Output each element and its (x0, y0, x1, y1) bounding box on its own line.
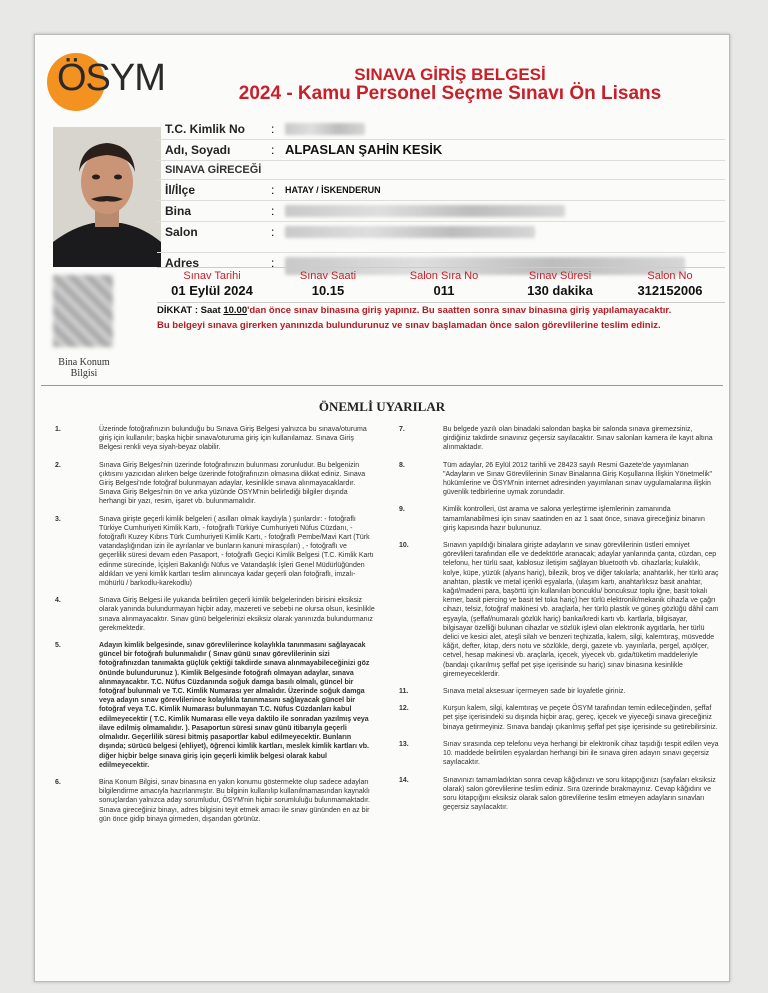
stat-date (157, 270, 267, 298)
notice-item (55, 641, 375, 770)
warning-prefix: DİKKAT : Saat (157, 305, 224, 316)
stat-room (615, 270, 725, 298)
notice-text: Sınav sırasında cep telefonu veya herhangi bir elektronik cihaz taşıdığı tespit edilen veya 10. maddede belirtilen eşyalardan herhangi biri ile sınava giren adayın sınavı geçersiz sayılacaktır. (443, 740, 719, 767)
stat-duration (505, 270, 615, 298)
stat-value: 312152006 (637, 283, 703, 298)
colon: : (271, 204, 275, 218)
notices-left-column (55, 425, 375, 832)
warning-time: 10.00 (223, 305, 248, 316)
warning-rest: 'dan önce sınav binasına giriş yapınız. Bu saatten sonra sınav binasına giriş yapılamayacaktır. (247, 305, 672, 316)
notices-title: ÖNEMLİ UYARILAR (318, 399, 446, 414)
candidate-photo (53, 127, 161, 267)
redacted-value (285, 226, 535, 238)
address-label: Adres (165, 256, 200, 270)
notice-number: 14. (399, 776, 409, 784)
notice-number: 11. (399, 688, 409, 696)
stat-seat (389, 270, 499, 298)
tc-row (157, 119, 725, 140)
notice-text: Tüm adaylar, 26 Eylül 2012 tarihli ve 28423 sayılı Resmi Gazete'de yayımlanan "Adayların ve Sınav Görevlilerinin Sınav Binalarına Giriş Koşullarına İlişkin Yönetmelik" hükümlerine ve ÖSYM'nin internet adresinden yayımlanan sınav uygulamalarına ilişkin güvenlik tedbirlerine uymak zorundadır. (443, 461, 713, 497)
stat-value: 01 Eylül 2024 (171, 283, 253, 298)
stat-value: 10.15 (311, 283, 345, 298)
stat-value: 130 dakika (527, 283, 593, 298)
stat-label: Sınav Saati (299, 270, 357, 282)
notice-number: 5. (55, 642, 61, 650)
tc-label: T.C. Kimlik No (165, 122, 246, 136)
colon: : (271, 225, 275, 239)
divider (41, 385, 723, 386)
notice-number: 12. (399, 705, 409, 713)
notice-item (399, 740, 719, 768)
notice-text: Sınava Giriş Belgesi'nin üzerinde fotoğrafınızın bulunması zorunludur. Bu belgenizin çıktısını yazıcıdan alırken belge üzerinde fotoğrafınızın olmasına dikkat ediniz. Sınava Giriş Belgesi'nde fotoğraf bulunmayan adaylar, kesinlikle sınava alınmayacaklardır. Sınava Giriş Belgesi'nin ön ve arka yüzünde ÖSYM'nin belirlediği bilgiler dışında herhangi bir yazı, resim, işaret vb. bulunmamalıdır. (99, 461, 366, 506)
notice-text: Bina Konum Bilgisi, sınav binasına en yakın konumu göstermekte olup sadece adayları bilgilendirme amacıyla hazırlanmıştır. Bu bilginin kullanılıp kullanılmamasından kaynaklı sonuçlardan yalnızca aday sorumludur, ÖSYM'nin hiçbir sorumluluğu bulunmamaktadır. Sınava gireceğiniz binayı, adres bilgisini teyit etmek amacı ile sınav gününden en az bir gün önce gidip binaya girmeden, dışarıdan görünüz. (99, 778, 370, 823)
notice-item (55, 515, 375, 589)
stat-label: Sınav Süresi (528, 270, 592, 282)
exam-title: 2024 - Kamu Personel Seçme Sınavı Ön Lisans (238, 83, 662, 104)
building-label: Bina (165, 204, 192, 218)
notice-item (399, 687, 719, 696)
stat-label: Salon Sıra No (409, 270, 479, 282)
room-row (157, 222, 725, 253)
notice-item (399, 541, 719, 679)
notice-number: 3. (55, 515, 61, 523)
notice-text: Kimlik kontrolleri, üst arama ve salona yerleştirme işlemlerinin zamanında tamamlanabilmesi için sınav saatinden en az 1 saat önce, sınava gireceğiniz binanın giriş kapısında hazır bulununuz. (443, 506, 705, 532)
colon: : (271, 183, 275, 197)
stat-time (273, 270, 383, 298)
notice-number: 4. (55, 597, 61, 605)
notice-text: Sınava Giriş Belgesi ile yukarıda belirtilen geçerli kimlik belgelerinden birisini eksiksiz olarak yanında bulundurmayan hiçbir aday, mazereti ve sebebi ne olursa olsun, kesinlikle sınava alınmayacaktır. Sınav günü belgelerinizi eksiksiz olarak yanınızda bulundurmanız gerekmektedir. (99, 597, 375, 632)
osym-logo (45, 53, 175, 113)
building-row (157, 201, 725, 222)
notice-text: Sınava girişte geçerli kimlik belgeleri ( asılları olmak kaydıyla ) şunlardır: - fotoğraflı Türkiye Cumhuriyeti Kimlik Kartı, - fotoğraflı Türkiye Cumhuriyeti Nüfus Cüzdanı, - fotoğraflı Kuzey Kıbrıs Türk Cumhuriyeti Kimlik Kartı, - fotoğraflı Pembe/Mavi Kart (Türk vatandaşlığından izin ile ayrılanlar ve bunların kanuni mirasçıları) , - fotoğraflı ve geçerlilik süresi devam eden Pasaport, - fotoğraflı Geçici Kimlik Belgesi (T.C. Kimlik Kartı edinme sürecinde, İçişleri Bakanlığı Nüfus ve Vatandaşlık İşleri Genel Müdürlüğünden aldıkları ve yeni kimlik kartları teslim alınıncaya kadar geçerli olan fotoğraflı, imzalı-mühürlü / barkodlu-karekodlu) (99, 515, 374, 588)
warning-line-2: Bu belgeyi sınava girerken yanınızda bulundurunuz ve sınav başlamadan önce salon görevlilerine teslim ediniz. (157, 320, 661, 331)
city-row (157, 180, 725, 201)
notice-item (399, 704, 719, 732)
notices-right-column (399, 425, 719, 820)
notice-number: 8. (399, 461, 405, 469)
colon: : (271, 143, 275, 157)
notice-number: 9. (399, 506, 405, 514)
notice-number: 7. (399, 426, 405, 433)
stat-value: 011 (433, 283, 455, 298)
notice-number: 6. (55, 778, 61, 786)
notice-item (55, 461, 375, 507)
qr-label: Bina Konum Bilgisi (58, 357, 110, 379)
logo-text: ÖSYM (57, 57, 165, 99)
notice-number: 2. (55, 461, 61, 469)
warning-box (157, 303, 725, 333)
notice-text: Bu belgede yazılı olan binadaki salondan başka bir salonda sınava giremezsiniz, girdiğiniz takdirde sınavınız geçersiz sayılacaktır. Sınav salonları kamera ile kayıt altına alınmaktadır. (443, 426, 713, 452)
notice-text: Sınavın yapıldığı binalara girişte adayların ve sınav görevlilerinin üstleri emniyet görevlileri tarafından elle ve dedektörle aranacak; adaylar yanlarında çanta, cüzdan, cep telefonu, her türlü saat, kablosuz iletişim sağlayan bluetooth vb. cihazlarla; kulaklık, kolye, küpe, yüzük (alyans hariç), bilezik, broş ve diğer takılarla; anahtarlık, her türlü araç anahtarı, plastik ve metal içerikli eşyalarla, (ulaşım kartı, anahtarlıksız basit anahtar, kağıt/madeni para, başörtü için kullanılan boncuklu/ boncuksuz toplu iğne, basit tokalı kemer, basit piercing ve basit tel toka hariç) her türlü elektronik/mekanik cihazla ve çağrı cihazı, telsiz, fotoğraf makinesi vb. araçlarla, her türlü plastik ve güneş gözlüğü dâhil cam eşyayla, (şeffaf/numaralı gözlük hariç) banka/kredi kartı vb. kartlarla, bilgisayar, bilgisayar özelliği bulunan cihazlar ve sözlük işlevi olan elektronik aygıtlarla, her türlü delici ve kesici alet, ateşli silah ve benzeri teçhizatla, kalem, silgi, kalemtıraş, müsvedde kâğıt, defter, kitap, ders notu ve sözlükle, dergi, gazete vb. yayınlarla, pergel, açıölçer, cetvel, hesap makinesi vb. araçlarla, içecek, yiyecek vb. gıda/tüketim maddeleriyle (bandajı çıkarılmış şeffaf pet şişe içerisinde su hariç) sınav binasına kesinlikle giremeyeceklerdir. (443, 542, 719, 678)
stat-label: Salon No (647, 270, 693, 282)
colon: : (271, 122, 275, 136)
notice-item (399, 776, 719, 813)
notice-text: Sınavınızı tamamladıktan sonra cevap kâğıdınızı ve soru kitapçığınızı (sayfaları eksiksiz olarak) salon görevlilerine teslim ediniz. Sıra üzerinde bırakmayınız. Cevap kâğıdını ve soru kitapçığını eksiksiz olarak salon görevlilerine teslim etmeyen adayların sınavları geçersiz sayılacaktır. (443, 776, 716, 812)
section-label: SINAVA GİRECEĞİ (165, 164, 262, 176)
notice-number: 1. (55, 426, 61, 433)
exam-stats (157, 267, 725, 303)
redacted-value (285, 123, 365, 135)
redacted-value (285, 205, 565, 217)
name-row (157, 140, 725, 161)
notice-text: Üzerinde fotoğrafınızın bulunduğu bu Sınava Giriş Belgesi yalnızca bu sınava/oturuma giriş için kullanılır; başka hiçbir sınava/oturuma giriş için kullanılamaz. Sınava Giriş Belgesi renkli veya siyah-beyaz olabilir. (99, 426, 367, 452)
stat-label: Sınav Tarihi (183, 270, 241, 282)
room-label: Salon (165, 225, 198, 239)
notice-item (399, 461, 719, 498)
city-value: HATAY / İSKENDERUN (285, 185, 381, 195)
notice-item (399, 425, 719, 453)
section-row (157, 161, 725, 180)
notice-number: 13. (399, 740, 409, 748)
entry-document (34, 34, 730, 982)
name-value: ALPASLAN ŞAHİN KESİK (285, 142, 443, 157)
notice-item (55, 778, 375, 824)
name-label: Adı, Soyadı (165, 143, 231, 157)
document-title: SINAVA GİRİŞ BELGESİ (354, 65, 546, 84)
notice-item (399, 505, 719, 533)
notice-text: Sınava metal aksesuar içermeyen sade bir kıyafetle giriniz. (443, 688, 626, 696)
candidate-info (157, 119, 725, 279)
location-qr-code (53, 275, 113, 347)
notice-item (55, 425, 375, 453)
colon: : (271, 256, 275, 270)
notice-number: 10. (399, 542, 409, 550)
city-label: İl/İlçe (165, 183, 196, 197)
notice-item (55, 596, 375, 633)
warning-line-1 (157, 303, 725, 318)
notice-text: Kurşun kalem, silgi, kalemtıraş ve peçete ÖSYM tarafından temin edileceğinden, şeffaf pet şişe içerisindeki su dışında hiçbir araç, gereç, içecek ve yiyeceği sınava gireceğiniz binaya getirmeyiniz. Sınava bandajı çıkarılmış şeffaf pet şişe içerisinde su getirebilirsiniz. (443, 705, 718, 731)
notice-text: Adayın kimlik belgesinde, sınav görevlilerince kolaylıkla tanınmasını sağlayacak güncel bir fotoğrafı bulunmalıdır ( Sınav günü sınav görevlilerinin sizi fotoğrafınızdan tanımakta güçlük çektiği takdirde sınava alınmayabileceğinizi göz önünde bulundurunuz ). Kimlik Belgesinde fotoğrafı olmayan adaylar, sınava alınmayacaktır. T.C. Nüfus Cüzdanında soğuk damga basılı olmalı, güncel bir fotoğraf bulunmalı ve T.C. Kimlik Numarası yer almalıdır. Üzerinde soğuk damga veya adayın sınav görevlilerince kolaylıkla tanınmasını sağlayacak güncel bir fotoğraf veya T.C. Kimlik Numarası bulunmayan T.C. Nüfus Cüzdanları kabul edilmeyecektir ( T.C. Kimlik Numarası elle veya daktilo ile sonradan yazılmış veya ilave edilmiş olmamalıdır. ). Pasaportun süresi sınav günü itibarıyla geçerli olmalıdır. Geçerlilik süresi bitmiş pasaportlar kabul edilmeyecektir. Bunların dışında; sürücü belgesi (ehliyet), öğrenci kimlik kartları, meslek kimlik kartları vb. diğer hiçbir belge sınava giriş için geçerli kimlik belgesi olarak kabul edilmeyecektir. (99, 642, 370, 769)
